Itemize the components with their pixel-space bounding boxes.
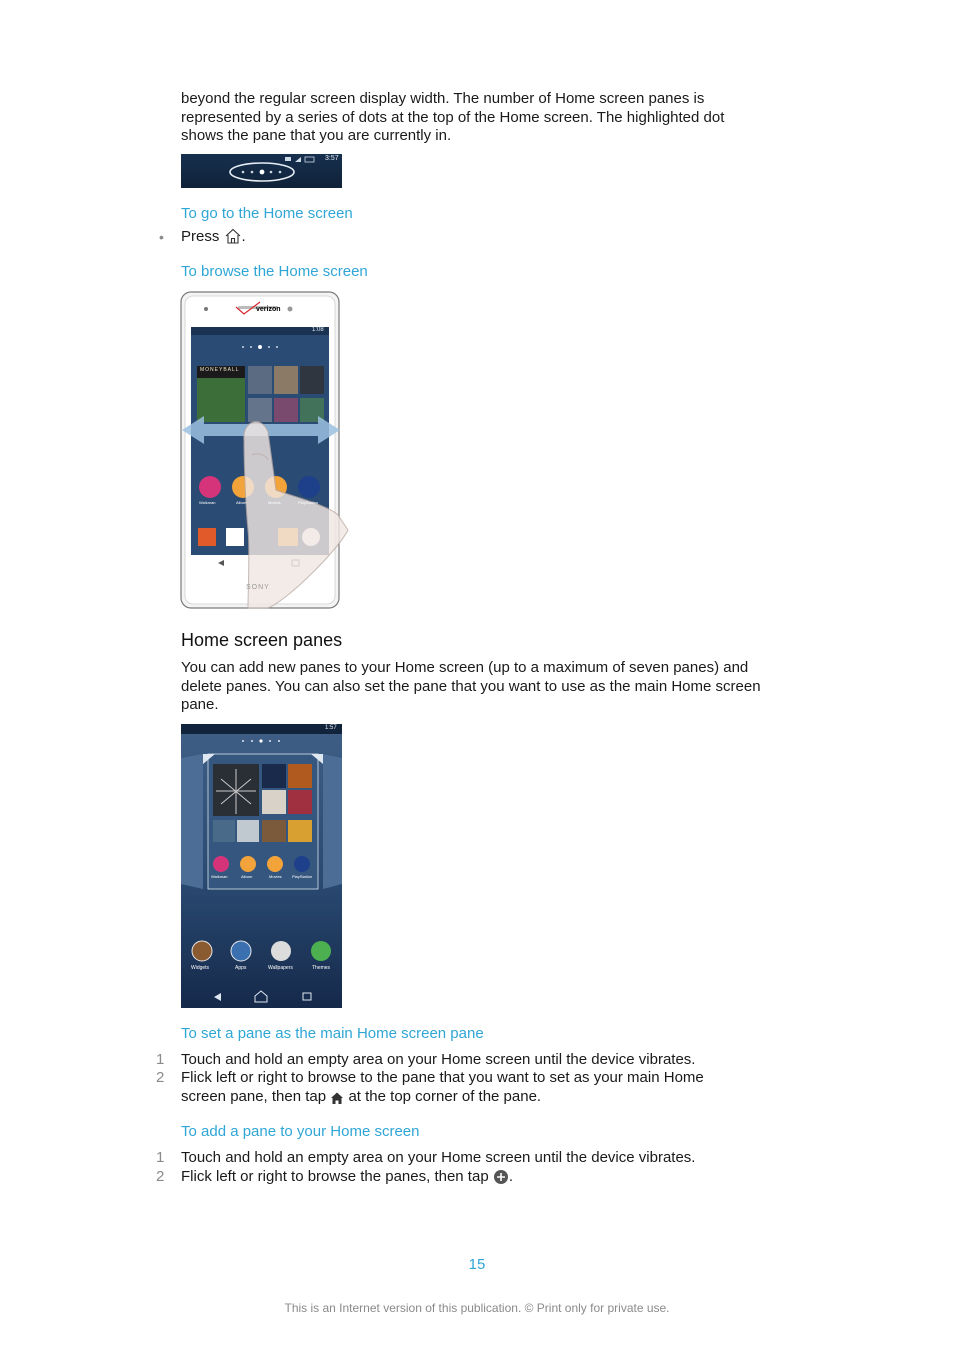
go-home-step-suffix: . — [241, 228, 246, 245]
phone-brand: verizon — [256, 306, 281, 313]
screen-time: 1:57 — [325, 725, 337, 731]
add-pane-heading: To add a pane to your Home screen — [181, 1123, 420, 1140]
step-suffix: . — [508, 1168, 514, 1185]
section-title: Home screen panes — [181, 630, 343, 650]
panes-screenshot — [181, 724, 342, 1008]
home-icon — [224, 227, 242, 251]
panes-description — [181, 659, 801, 715]
intro-paragraph — [181, 90, 801, 146]
set-main-step-1: Touch and hold an empty area on your Home screen until the device vibrates. — [181, 1051, 696, 1068]
intro-line: shows the pane that you are currently in. — [181, 127, 452, 144]
step-number: 1 — [156, 1051, 165, 1068]
phone-banner: MONEYBALL — [200, 367, 240, 373]
step-line — [181, 1088, 801, 1111]
bottom-label: Widgets — [191, 965, 210, 971]
go-home-step — [181, 227, 246, 251]
phone-maker: SONY — [246, 584, 270, 591]
bullet-icon: • — [159, 229, 164, 245]
home-filled-icon — [330, 1091, 344, 1111]
go-home-step-prefix: Press — [181, 228, 220, 245]
desc-line: You can add new panes to your Home screen (up to a maximum of seven panes) and — [181, 659, 749, 676]
bottom-label: Themes — [312, 965, 331, 971]
desc-line: delete panes. You can also set the pane that you want to use as the main Home screen — [181, 677, 761, 695]
step-number: 1 — [156, 1149, 165, 1166]
intro-line: beyond the regular screen display width. The number of Home screen panes is — [181, 90, 705, 107]
app-label: PlayStation — [298, 500, 319, 505]
step-number: 2 — [156, 1168, 165, 1185]
app-label: Walkman — [199, 500, 216, 505]
set-main-step-2 — [181, 1069, 801, 1110]
add-pane-step-2 — [181, 1168, 513, 1191]
bottom-label: Apps — [235, 965, 247, 971]
pane-dots-screenshot — [181, 154, 342, 188]
app-label: Album — [241, 874, 253, 879]
footer-note: This is an Internet version of this publication. © Print only for private use. — [284, 1301, 670, 1315]
phone-browse-illustration — [178, 290, 378, 610]
phone-time: 1:08 — [312, 327, 324, 333]
step-line: Flick left or right to browse to the pane that you want to set as your main Home — [181, 1069, 704, 1086]
step-number: 2 — [156, 1069, 165, 1086]
go-home-heading: To go to the Home screen — [181, 205, 353, 222]
app-label: Walkman — [211, 874, 228, 879]
app-label: Movies — [268, 500, 281, 505]
add-pane-step-1: Touch and hold an empty area on your Home screen until the device vibrates. — [181, 1149, 696, 1166]
step-prefix: Flick left or right to browse the panes, then tap — [181, 1168, 489, 1185]
app-label: Movies — [269, 874, 282, 879]
app-label: Album — [236, 500, 248, 505]
app-label: PlayStation — [292, 874, 313, 879]
browse-home-heading: To browse the Home screen — [181, 263, 368, 280]
add-circle-icon — [493, 1169, 509, 1191]
set-main-heading: To set a pane as the main Home screen pane — [181, 1025, 484, 1042]
desc-line: pane. — [181, 696, 219, 713]
page-number: 15 — [468, 1256, 486, 1273]
step-prefix: screen pane, then tap — [181, 1087, 327, 1105]
status-time: 3:57 — [325, 155, 339, 162]
step-suffix: at the top corner of the pane. — [348, 1087, 542, 1105]
bottom-label: Wallpapers — [268, 965, 293, 971]
intro-line: represented by a series of dots at the top of the Home screen. The highlighted dot — [181, 108, 725, 126]
